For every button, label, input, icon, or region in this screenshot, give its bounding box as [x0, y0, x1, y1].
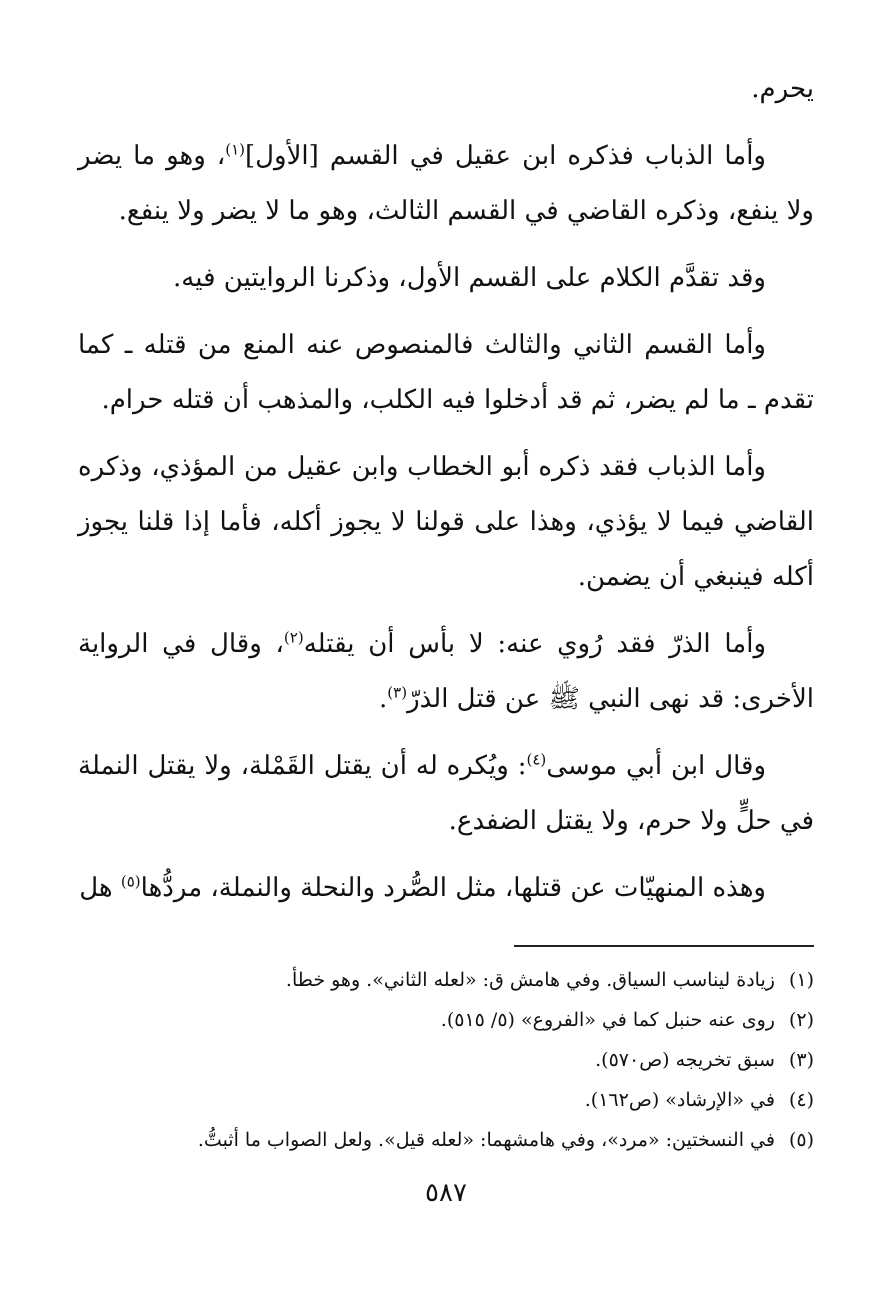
footnote-1	[78, 960, 814, 1000]
paragraph-continuation: يحرم.	[751, 74, 814, 104]
footnote-text: سبق تخريجه (ص٥٧٠).	[595, 1049, 775, 1071]
footnote-text: روى عنه حنبل كما في «الفروع» (٥/ ٥١٥).	[440, 1009, 775, 1031]
footnote-separator	[514, 945, 814, 947]
footnote-3	[78, 1040, 814, 1080]
paragraph-forbidden-animals: وهذه المنهيّات عن قتلها، مثل الصُّرد والنحلة والنملة، مردُّها$^{(٥)}$ هل	[79, 872, 766, 903]
footnote-number: (٤)	[788, 1089, 814, 1111]
footnote-number: (٥)	[788, 1129, 814, 1151]
footnote-ref-3[interactable]: (٣)	[387, 683, 408, 702]
footnote-text: في النسختين: «مرد»، وفي هامشهما: «لعله قيل». ولعل الصواب ما أثبتُّ.	[197, 1129, 775, 1151]
footnote-ref-1[interactable]: (١)	[225, 140, 246, 159]
footnote-text: في «الإرشاد» (ص١٦٢).	[584, 1089, 775, 1111]
footnote-number: (٢)	[788, 1009, 814, 1031]
paragraph-first-category: وقد تقدَّم الكلام على القسم الأول، وذكرنا الروايتين فيه.	[173, 263, 766, 293]
footnote-ref-4[interactable]: (٤)	[526, 750, 547, 769]
main-text	[78, 62, 814, 928]
footnote-4	[78, 1080, 814, 1120]
footnote-5	[78, 1120, 814, 1160]
footnote-number: (٣)	[788, 1049, 814, 1071]
paragraph-flies-harm: وأما الذباب فقد ذكره أبو الخطاب وابن عقيل من المؤذي، وذكره القاضي فيما لا يؤذي، وهذا على قولنا لا يجوز أكله، فأما إذا قلنا يجوز أكله فينبغي أن يضمن.	[78, 452, 814, 592]
page-number: ٥٨٧	[425, 1178, 467, 1208]
paragraph-ibn-abi-musa: وقال ابن أبي موسى$^{(٤)}$: ويُكره له أن يقتل القَمْلة، ولا يقتل النملة في حلٍّ ولا حرم، ولا يقتل الضفدع.	[78, 750, 814, 836]
paragraph-second-third-category: وأما القسم الثاني والثالث فالمنصوص عنه المنع من قتله ـ كما تقدم ـ ما لم يضر، ثم قد أدخلوا فيه الكلب، والمذهب أن قتله حرام.	[78, 330, 814, 415]
paragraph-flies-classification: وأما الذباب فذكره ابن عقيل في القسم [الأول]$^{(١)}$، وهو ما يضر ولا ينفع، وذكره القاضي في القسم الثالث، وهو ما لا يضر ولا ينفع.	[78, 140, 814, 226]
footnote-ref-5[interactable]: (٥)	[120, 872, 141, 891]
footnote-2	[78, 1000, 814, 1040]
footnote-number: (١)	[788, 969, 814, 991]
paragraph-ants: وأما الذرّ فقد رُوي عنه: لا بأس أن يقتله$^{(٢)}$، وقال في الرواية الأخرى: قد نهى النبي ﷺ عن قتل الذرّ$^{(٣)}$.	[78, 628, 814, 714]
footnote-ref-2[interactable]: (٢)	[283, 628, 304, 647]
footnotes	[78, 960, 814, 1160]
footnote-text: زيادة ليناسب السياق. وفي هامش ق: «لعله الثاني». وهو خطأ.	[285, 969, 775, 991]
